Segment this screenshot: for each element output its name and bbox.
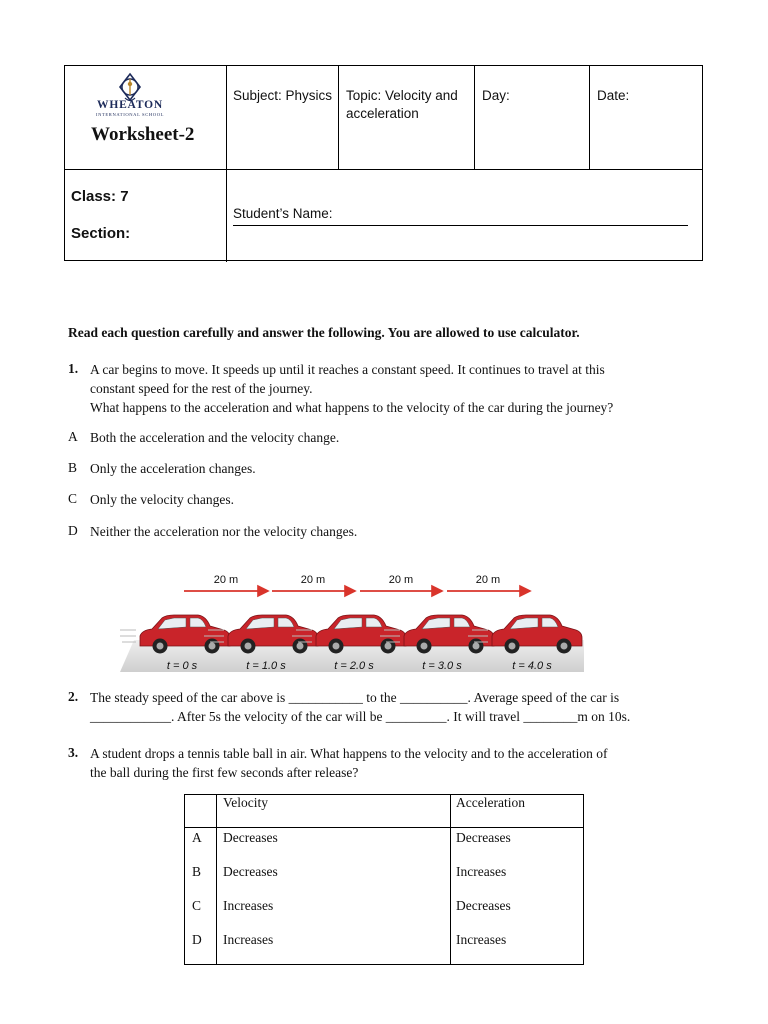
distance-label: 20 m (213, 574, 239, 586)
student-name-field[interactable] (233, 224, 688, 226)
car-motion-figure (120, 568, 584, 678)
q1-text-line3: What happens to the acceleration and what happens to the velocity of the car during the journey? (90, 400, 614, 415)
row-letter[interactable]: B (192, 864, 202, 879)
distance-label: 20 m (388, 574, 414, 586)
distance-label: 20 m (300, 574, 326, 586)
question-number: 2. (68, 689, 79, 704)
q2-text-line1[interactable]: The steady speed of the car above is ___________ to the __________. Average speed of the car is (90, 690, 620, 705)
header-divider (589, 66, 590, 169)
q1-text-line1: A car begins to move. It speeds up until it reaches a constant speed. It continues to travel at this (90, 362, 605, 377)
table-cell: Decreases (223, 830, 278, 845)
time-label: t = 2.0 s (334, 660, 374, 672)
option-letter: D (68, 523, 78, 538)
table-cell: Decreases (456, 830, 511, 845)
table-cell: Increases (456, 932, 507, 947)
school-subtitle: INTERNATIONAL SCHOOL (95, 112, 165, 117)
date-field[interactable]: Date: (597, 88, 630, 103)
topic-label-line1: Topic: Velocity and (346, 88, 458, 103)
table-cell: Increases (223, 932, 274, 947)
header-divider (474, 66, 475, 169)
table-divider (450, 795, 451, 964)
q3-text-line1: A student drops a tennis table ball in air. What happens to the velocity and to the acceleration of (90, 746, 608, 761)
car-motion-diagram (120, 568, 584, 678)
answer-table (184, 794, 584, 965)
table-cell: Decreases (223, 864, 278, 879)
option-letter: A (68, 429, 78, 444)
option-c[interactable]: Only the velocity changes. (90, 492, 234, 507)
table-divider (185, 827, 583, 828)
table-divider (216, 795, 217, 964)
option-d[interactable]: Neither the acceleration nor the velocity changes. (90, 524, 358, 539)
topic-label-line2: acceleration (346, 106, 419, 121)
table-cell: Decreases (456, 898, 511, 913)
worksheet-title: Worksheet-2 (91, 124, 195, 145)
time-label: t = 0 s (166, 660, 198, 672)
q3-text-line2: the ball during the first few seconds after release? (90, 765, 359, 780)
student-name-label: Student’s Name: (233, 206, 333, 221)
header-divider (338, 66, 339, 169)
section-label[interactable]: Section: (71, 225, 131, 242)
column-header-acceleration: Acceleration (456, 795, 525, 810)
question-number: 3. (68, 745, 79, 760)
q1-text-line2: constant speed for the rest of the journey. (90, 381, 313, 396)
subject-label: Subject: Physics (233, 88, 333, 103)
class-label: Class: 7 (71, 188, 129, 205)
option-letter: C (68, 491, 78, 506)
day-field[interactable]: Day: (482, 88, 510, 103)
header-divider (65, 169, 702, 170)
option-b[interactable]: Only the acceleration changes. (90, 461, 256, 476)
time-label: t = 1.0 s (246, 660, 286, 672)
row-letter[interactable]: A (192, 830, 202, 845)
time-label: t = 3.0 s (422, 660, 462, 672)
q2-text-line2[interactable]: ____________. After 5s the velocity of the car will be _________. It will travel ________m on 10s. (90, 709, 631, 724)
question-number: 1. (68, 361, 79, 376)
time-label: t = 4.0 s (512, 660, 552, 672)
option-letter: B (68, 460, 78, 475)
table-cell: Increases (456, 864, 507, 879)
row-letter[interactable]: C (192, 898, 202, 913)
column-header-velocity: Velocity (223, 795, 268, 810)
worksheet-header-table (64, 65, 703, 261)
row-letter[interactable]: D (192, 932, 202, 947)
school-name: WHEATON (97, 99, 163, 111)
header-divider (226, 66, 227, 262)
table-cell: Increases (223, 898, 274, 913)
distance-label: 20 m (475, 574, 501, 586)
instructions: Read each question carefully and answer the following. You are allowed to use calculator. (68, 325, 580, 340)
option-a[interactable]: Both the acceleration and the velocity change. (90, 430, 340, 445)
